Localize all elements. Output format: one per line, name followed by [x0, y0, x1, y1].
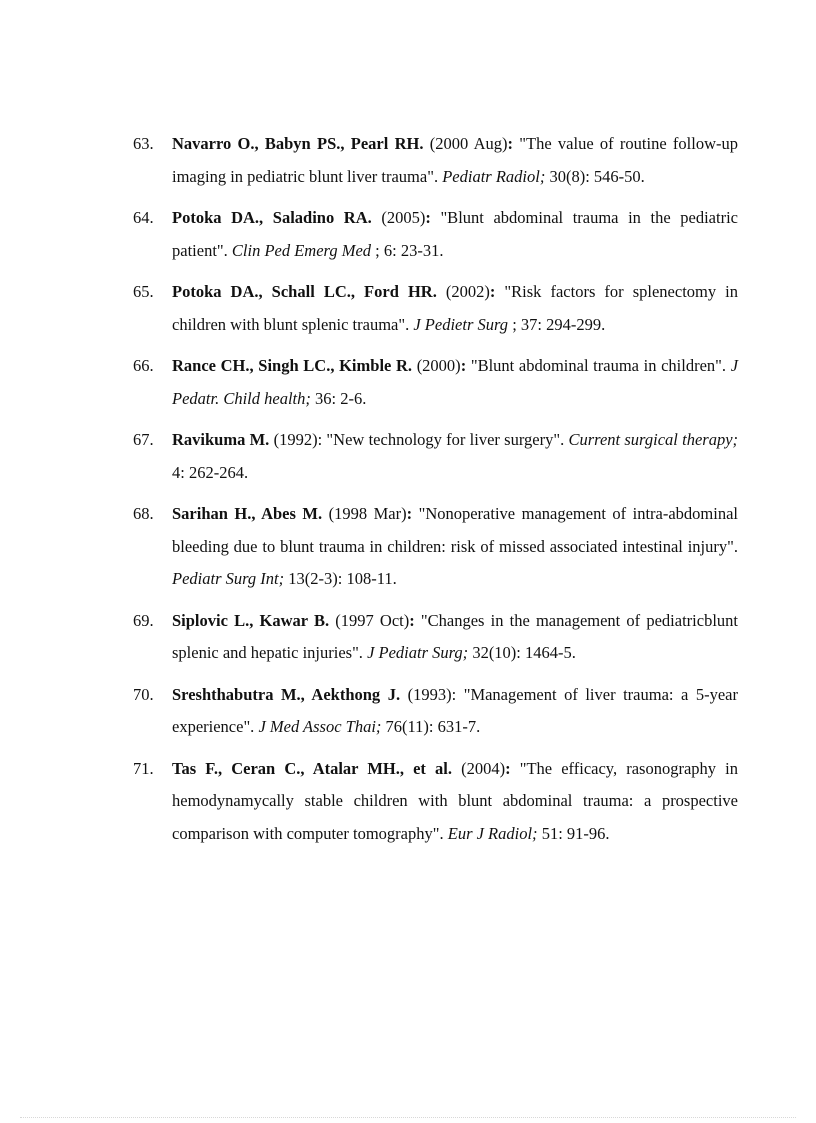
- reference-date: (1997 Oct): [329, 610, 410, 630]
- reference-title: "The value of routine follow-up imaging in pediatric blunt liver trauma".: [172, 134, 738, 186]
- reference-date: (2000): [412, 356, 461, 375]
- reference-colon: :: [451, 684, 457, 704]
- reference-item-64: [133, 202, 738, 267]
- reference-title: "Risk factors for splenectomy in children with blunt splenic trauma".: [172, 282, 738, 334]
- reference-number: 63.: [133, 134, 154, 153]
- reference-journal: J Med Assoc Thai;: [254, 717, 382, 736]
- reference-authors: Potoka DA., Saladino RA.: [172, 208, 372, 227]
- reference-number: 69.: [133, 610, 154, 630]
- reference-item-63: [133, 128, 738, 193]
- reference-item-69: [133, 605, 738, 670]
- reference-authors: Potoka DA., Schall LC., Ford HR.: [172, 282, 437, 301]
- reference-title: "Blunt abdominal trauma in children".: [466, 356, 727, 375]
- reference-item-71: [133, 753, 738, 851]
- reference-colon: :: [505, 758, 511, 778]
- reference-date: (2002): [436, 282, 490, 301]
- reference-number: 71.: [133, 758, 154, 778]
- reference-list: [133, 128, 738, 859]
- reference-item-68: [133, 498, 738, 596]
- reference-journal: J Pedietr Surg: [409, 314, 509, 334]
- reference-journal: J Pedatr. Child health;: [172, 356, 739, 408]
- reference-title: "New technology for liver surgery".: [322, 430, 565, 449]
- reference-number: 67.: [133, 430, 154, 449]
- reference-colon: :: [460, 356, 467, 375]
- reference-item-66: [133, 350, 738, 415]
- reference-text: [172, 679, 738, 744]
- reference-date: (2000 Aug): [423, 134, 508, 153]
- reference-date: (1998 Mar): [322, 504, 407, 523]
- reference-number: 64.: [133, 208, 154, 227]
- reference-details: 32(10): 1464-5.: [468, 643, 576, 662]
- reference-text: [172, 350, 738, 415]
- reference-authors: Sarihan H., Abes M.: [172, 504, 323, 523]
- reference-authors: Sreshthabutra M., Aekthong J.: [172, 684, 401, 704]
- reference-details: 4: 262-264.: [172, 462, 249, 482]
- reference-colon: :: [507, 134, 513, 153]
- reference-date: (1993): [400, 684, 452, 704]
- reference-journal: J Pediatr Surg;: [362, 643, 469, 662]
- reference-colon: :: [489, 282, 496, 301]
- reference-title: "Blunt abdominal trauma in the pediatric patient".: [172, 208, 738, 260]
- reference-text: [172, 424, 738, 489]
- reference-text: [172, 753, 738, 851]
- reference-colon: :: [409, 610, 415, 630]
- reference-text: [172, 202, 738, 267]
- reference-details: 36: 2-6.: [310, 388, 367, 408]
- reference-title: "Changes in the management of pediatricblunt splenic and hepatic injuries".: [172, 610, 738, 662]
- reference-title: "Nonoperative management of intra-abdominal bleeding due to blunt trauma in children: risk of missed associated intestinal injury".: [172, 504, 739, 556]
- reference-date: (2004): [452, 758, 506, 778]
- reference-text: [172, 276, 738, 341]
- reference-authors: Navarro O., Babyn PS., Pearl RH.: [172, 134, 424, 153]
- reference-item-67: [133, 424, 738, 489]
- reference-colon: :: [425, 208, 431, 227]
- page-bottom-divider: [20, 1117, 796, 1118]
- reference-number: 70.: [133, 684, 154, 704]
- reference-colon: :: [406, 504, 413, 523]
- reference-details: 51: 91-96.: [537, 823, 610, 843]
- reference-details: 30(8): 546-50.: [545, 166, 645, 186]
- reference-date: (1992): [269, 430, 318, 449]
- reference-authors: Rance CH., Singh LC., Kimble R.: [172, 356, 413, 375]
- reference-authors: Tas F., Ceran C., Atalar MH., et al.: [172, 758, 452, 778]
- reference-item-70: [133, 679, 738, 744]
- reference-details: 76(11): 631-7.: [381, 717, 481, 736]
- reference-number: 66.: [133, 356, 154, 375]
- reference-text: [172, 128, 738, 193]
- reference-title: "Management of liver trauma: a 5-year experience".: [172, 684, 738, 736]
- reference-item-65: [133, 276, 738, 341]
- reference-date: (2005): [371, 208, 426, 227]
- reference-journal: Eur J Radiol;: [443, 823, 538, 843]
- reference-text: [172, 498, 738, 596]
- reference-journal: Pediatr Radiol;: [438, 166, 546, 186]
- reference-details: ; 6: 23-31.: [371, 240, 444, 260]
- reference-journal: Clin Ped Emerg Med: [227, 240, 372, 260]
- reference-title: "The efficacy, rasonography in hemodynamycally stable children with blunt abdominal trauma: a prospective comparison with computer tomography".: [172, 758, 738, 843]
- reference-details: 13(2-3): 108-11.: [284, 569, 397, 588]
- reference-journal: Current surgical therapy;: [564, 430, 739, 449]
- reference-number: 68.: [133, 504, 154, 523]
- reference-journal: Pediatr Surg Int;: [172, 569, 285, 588]
- reference-authors: Ravikuma M.: [172, 430, 270, 449]
- reference-authors: Siplovic L., Kawar B.: [172, 610, 330, 630]
- reference-number: 65.: [133, 282, 154, 301]
- reference-text: [172, 605, 738, 670]
- reference-colon: :: [317, 430, 323, 449]
- reference-details: ; 37: 294-299.: [508, 314, 606, 334]
